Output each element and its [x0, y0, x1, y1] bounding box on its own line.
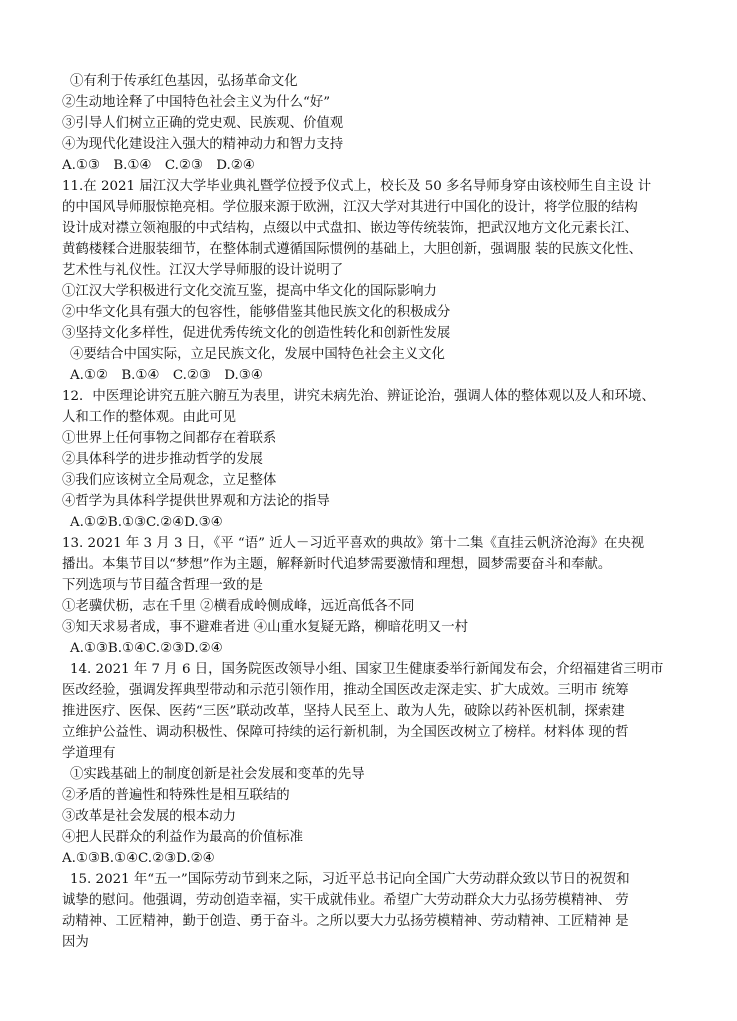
document-content [62, 71, 676, 953]
q12-option-2: ②具体科学的进步推动哲学的发展 [62, 452, 263, 467]
q14-answer-choices: A.①③B.①④C.②③D.②④ [62, 851, 215, 866]
q10-option-4: ④为现代化建设注入强大的精神动力和智力支持 [62, 137, 344, 152]
q12-option-3: ③我们应该树立全局观念，立足整体 [62, 473, 277, 488]
q12-stem-line-1: 12．中医理论讲究五脏六腑互为表里，讲究未病先治、辨证论治，强调人体的整体观以及人和环境、 [62, 389, 655, 404]
q12-option-1: ①世界上任何事物之间都存在着联系 [62, 431, 277, 446]
q10-option-2: ②生动地诠释了中国特色社会主义为什么“好” [62, 95, 331, 110]
q11-option-1: ①江汉大学积极进行文化交流互鉴，提高中华文化的国际影响力 [62, 284, 437, 299]
q12-option-4: ④哲学为具体科学提供世界观和方法论的指导 [62, 494, 330, 509]
q11-option-3: ③坚持文化多样性，促进优秀传统文化的创造性转化和创新性发展 [62, 326, 451, 341]
q11-stem-line-4: 黄鹤楼糅合进服装细节，在整体制式遵循国际惯例的基础上，大胆创新，强调服 装的民族文化性、 [62, 242, 643, 257]
q11-answer-choices: A.①② B.①④ C.②③ D.③④ [70, 368, 263, 383]
q14-option-2: ②矛盾的普遍性和特殊性是相互联结的 [62, 788, 290, 803]
q11-option-4: ④要结合中国实际，立足民族文化，发展中国特色社会主义文化 [70, 347, 445, 362]
q10-option-3: ③引导人们树立正确的党史观、民族观、价值观 [62, 116, 344, 131]
q14-option-1: ①实践基础上的制度创新是社会发展和变革的先导 [70, 767, 365, 782]
q14-stem-line-2: 医改经验，强调发挥典型带动和示范引领作用，推动全国医改走深走实、扩大成效。三明市 统筹 [62, 683, 629, 698]
q13-option-row-2: ③知天求易者成，事不避难者进 ④山重水复疑无路，柳暗花明又一村 [62, 620, 468, 635]
q12-stem-line-2: 人和工作的整体观。由此可见 [62, 410, 237, 425]
q13-answer-choices: A.①③B.①④C.②③D.②④ [70, 641, 223, 656]
q15-stem-line-2: 诚挚的慰问。他强调，劳动创造幸福，实干成就伟业。希望广大劳动群众大力弘扬劳模精神、 劳 [62, 893, 629, 908]
q14-option-4: ④把人民群众的利益作为最高的价值标准 [62, 830, 304, 845]
q11-stem-line-1: 11.在 2021 届江汉大学毕业典礼暨学位授予仪式上，校长及 50 多名导师身穿由该校师生自主设 计 [62, 179, 652, 194]
q14-option-3: ③改革是社会发展的根本动力 [62, 809, 237, 824]
q11-stem-line-3: 设计成对襟立领袍服的中式结构，点缀以中式盘扣、嵌边等传统装饰，把武汉地方文化元素长江、 [62, 221, 638, 236]
q15-stem-line-1: 15. 2021 年“五一”国际劳动节到来之际，习近平总书记向全国广大劳动群众致以节日的祝贺和 [70, 872, 630, 887]
q14-stem-line-5: 学道理有 [62, 746, 116, 761]
q13-stem-line-2: 播出。本集节目以“梦想”作为主题，解释新时代追梦需要激情和理想，圆梦需要奋斗和奉献。 [62, 557, 612, 572]
q14-stem-line-1: 14. 2021 年 7 月 6 日，国务院医改领导小组、国家卫生健康委举行新闻发布会，介绍福建省三明市 [70, 662, 664, 677]
q14-stem-line-3: 推进医疗、医保、医药“三医”联动改革，坚持人民至上、敢为人先，破除以药补医机制，探索建 [62, 704, 625, 719]
q13-stem-line-1: 13. 2021 年 3 月 3 日，《平 “语” 近人－习近平喜欢的典故》第十二集《直挂云帆济沧海》在央视 [62, 536, 645, 551]
q12-answer-choices: A.①②B.①③C.②④D.③④ [70, 515, 223, 530]
q11-stem-line-2: 的中国风导师服惊艳亮相。学位服来源于欧洲，江汉大学对其进行中国化的设计，将学位服的结构 [62, 200, 638, 215]
q11-option-2: ②中华文化具有强大的包容性，能够借鉴其他民族文化的积极成分 [62, 305, 451, 320]
q15-stem-line-3: 动精神、工匠精神，勤于创造、勇于奋斗。之所以要大力弘扬劳模精神、劳动精神、工匠精神 是 [62, 914, 629, 929]
q13-option-row-1: ①老骥伏枥，志在千里 ②横看成岭侧成峰，远近高低各不同 [62, 599, 415, 614]
q14-stem-line-4: 立维护公益性、调动积极性、保障可持续的运行新机制，为全国医改树立了榜样。材料体 现的哲 [62, 725, 629, 740]
q11-stem-line-5: 艺术性与礼仪性。江汉大学导师服的设计说明了 [62, 263, 344, 278]
q10-answer-choices: A.①③ B.①④ C.②③ D.②④ [62, 158, 255, 173]
q15-stem-line-4: 因为 [62, 935, 89, 950]
q13-stem-line-3: 下列选项与节目蕴含哲理一致的是 [62, 578, 263, 593]
q10-option-1: ①有利于传承红色基因，弘扬革命文化 [70, 74, 298, 89]
